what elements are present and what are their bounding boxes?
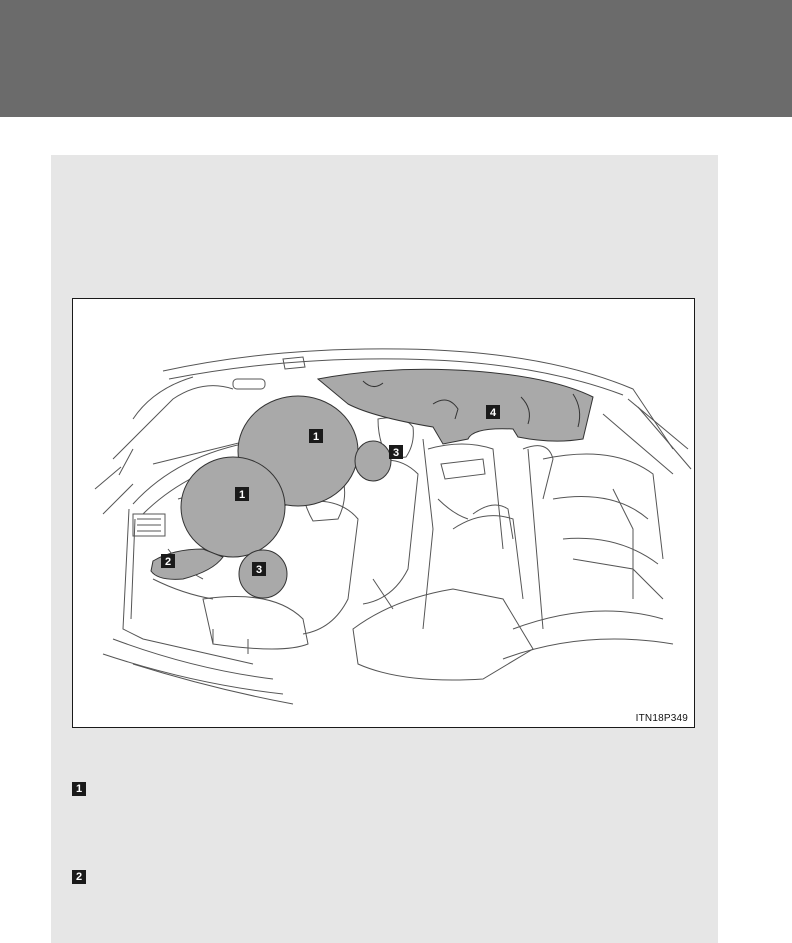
legend-marker-1: 1 [72,782,86,796]
airbag-illustration-frame [72,298,695,728]
callout-front-passenger [309,429,323,443]
svg-text:2: 2 [164,556,172,568]
svg-text:1: 1 [312,431,320,443]
callout-curtain [486,405,500,419]
svg-text:3: 3 [255,564,263,576]
callout-knee [161,554,175,568]
vehicle-airbag-illustration [73,299,694,727]
figure-code: ITN18P349 [635,713,688,724]
passenger-side-airbag [355,441,391,481]
chapter-header-band [0,0,792,117]
callout-side-driver [252,562,266,576]
svg-text:3: 3 [392,447,400,459]
curtain-airbag [318,369,593,444]
callout-side-passenger [389,445,403,459]
driver-front-airbag [181,457,285,557]
svg-text:1: 1 [238,489,246,501]
svg-text:4: 4 [489,407,497,419]
legend-marker-2: 2 [72,870,86,884]
callout-front-driver [235,487,249,501]
